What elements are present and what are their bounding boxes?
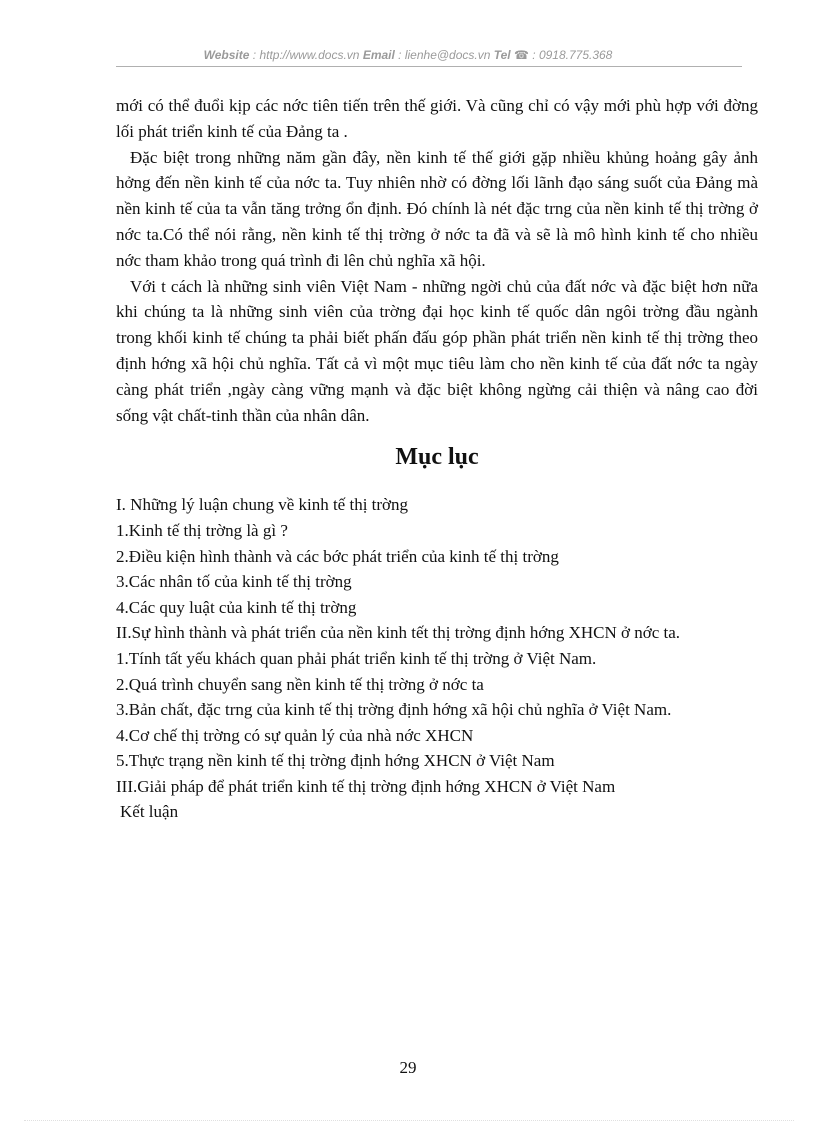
tel-value: ☎ : 0918.775.368 xyxy=(510,48,613,62)
body-paragraph: mới có thể đuổi kịp các nớc tiên tiến trên thế giới. Và cũng chỉ có vậy mới phù hợp với đờng lối phát triển kinh tế của Đảng ta . xyxy=(116,96,758,141)
website-label: Website xyxy=(203,48,250,62)
toc-item: I. Những lý luận chung về kinh tế thị trờng xyxy=(116,495,409,515)
toc-item: 1.Kinh tế thị trờng là gì ? xyxy=(116,520,288,540)
page-bottom-border xyxy=(24,1120,794,1121)
website-value: : http://www.docs.vn xyxy=(249,48,363,62)
email-value: : lienhe@docs.vn xyxy=(394,48,494,62)
tel-label: Tel xyxy=(493,48,511,62)
toc-item: 4.Cơ chế thị trờng có sự quản lý của nhà nớc XHCN xyxy=(116,725,474,745)
toc-item: 4.Các quy luật của kinh tế thị trờng xyxy=(116,597,357,617)
body-paragraph: Với t cách là những sinh viên Việt Nam - những ngời chủ của đất nớc và đặc biệt hơn nữa khi chúng ta là những sinh viên của trờng đại học kinh tế quốc dân ngôi trờng đầu ngành trong khối kinh tế chúng ta phải biết phấn đấu góp phần phát triển nền kinh tế thị trờng theo định hớng xã hội chủ nghĩa. Tất cả vì một mục tiêu làm cho nền kinh tế của đất nớc ta ngày càng phát triển ,ngày càng vững mạnh và đặc biệt không ngừng cải thiện và nâng cao đời sống vật chất-tinh thần của nhân dân. xyxy=(116,276,758,425)
email-label: Email xyxy=(362,48,395,62)
table-of-contents xyxy=(116,492,758,825)
toc-item: 3.Bản chất, đặc trng của kinh tế thị trờng định hớng xã hội chủ nghĩa ở Việt Nam. xyxy=(116,700,672,720)
toc-item: 2.Quá trình chuyển sang nền kinh tế thị trờng ở nớc ta xyxy=(116,674,484,694)
toc-item: III.Giải pháp để phát triển kinh tế thị trờng định hớng XHCN ở Việt Nam xyxy=(116,776,616,796)
toc-item: 3.Các nhân tố của kinh tế thị trờng xyxy=(116,572,352,592)
toc-item: 5.Thực trạng nền kinh tế thị trờng định hớng XHCN ở Việt Nam xyxy=(116,751,555,771)
page-header xyxy=(0,48,816,62)
toc-title: Mục lục xyxy=(395,444,479,471)
document-body xyxy=(116,93,758,825)
page-number: 29 xyxy=(399,1058,417,1077)
toc-item: 2.Điều kiện hình thành và các bớc phát triển của kinh tế thị trờng xyxy=(116,546,559,566)
toc-item: Kết luận xyxy=(120,802,179,822)
toc-item: II.Sự hình thành và phát triển của nền kinh tết thị trờng định hớng XHCN ở nớc ta. xyxy=(116,623,681,643)
body-paragraph: Đặc biệt trong những năm gần đây, nền kinh tế thế giới gặp nhiều khủng hoảng gây ảnh hởng đến nền kinh tế của nớc ta. Tuy nhiên nhờ có đờng lối lãnh đạo sáng suốt của Đảng mà nền kinh tế của ta vẫn tăng trởng ổn định. Đó chính là nét đặc trng của nền kinh tế thị trờng ở nớc ta.Có thể nói rằng, nền kinh tế thị trờng ở nớc ta đã và sẽ là mô hình kinh tế cho nhiều nớc tham khảo trong quá trình đi lên chủ nghĩa xã hội. xyxy=(116,147,758,270)
toc-item: 1.Tính tất yếu khách quan phải phát triển kinh tế thị trờng ở Việt Nam. xyxy=(116,648,597,668)
header-divider xyxy=(116,66,742,67)
